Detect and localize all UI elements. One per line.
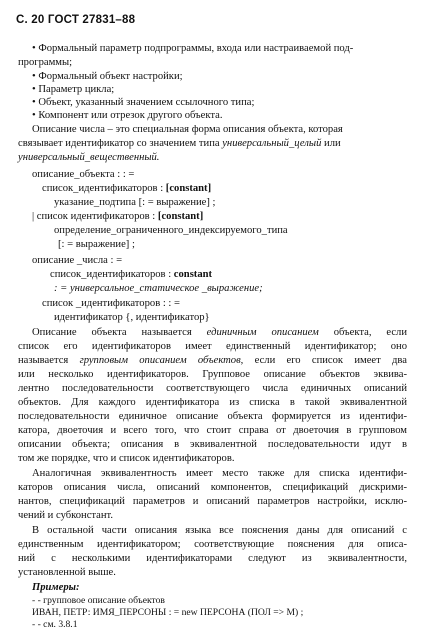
text-line: программы;: [18, 57, 73, 68]
syntax-line: идентификатор {, идентификатор}: [54, 312, 210, 323]
text-span: называется: [18, 355, 69, 366]
text-line: объектов. Для каждого идентификатора из списка в такой эквивалентной: [18, 397, 407, 408]
code-comment: - - групповое описание объектов: [32, 595, 165, 606]
text-line: • Объект, указанный значением ссылочного типа;: [32, 97, 255, 108]
syntax-line: [: = выражение] ;: [58, 239, 135, 250]
text-line: [18, 354, 407, 367]
syntax-line: : = универсальное_статическое _выражение;: [54, 283, 263, 294]
text-span: | список идентификаторов :: [32, 211, 156, 222]
text-span: Описание объекта называется: [32, 327, 192, 338]
text-line: описании объекта; описания в эквивалентной последовательности идут в: [18, 439, 407, 450]
text-line: список его идентификаторов имеет единственный идентификатор; оно: [18, 341, 407, 352]
emphasis-span: групповым описанием объектов,: [79, 355, 244, 366]
text-span: объекта, если: [333, 327, 408, 338]
examples-heading: Примеры:: [32, 582, 80, 593]
keyword-span: [constant]: [157, 211, 204, 222]
emphasis-span: универсальный_целый: [222, 138, 322, 149]
text-line: том же порядке, что и список идентификаторов.: [18, 453, 235, 464]
text-line: [18, 137, 341, 150]
text-span: список_идентификаторов :: [50, 269, 172, 280]
text-line: единственным идентификатором; соответствующие пояснения для описа-: [18, 539, 407, 550]
code-line: ИВАН, ПЕТР: ИМЯ_ПЕРСОНЫ : = new ПЕРСОНА (ПОЛ => М) ;: [32, 607, 304, 618]
text-line: • Формальный объект настройки;: [32, 71, 183, 82]
code-comment: - - см. 3.8.1: [32, 619, 78, 630]
text-line: • Параметр цикла;: [32, 84, 115, 95]
text-line: катора, двоеточия и всего того, что стоит справа от двоеточия в групповом: [18, 425, 407, 436]
syntax-line: определение_ограниченного_индексируемого_типа: [54, 225, 288, 236]
text-line: [32, 326, 407, 339]
emphasis-span: единичным описанием: [206, 327, 319, 338]
text-line: универсальный_вещественный.: [18, 152, 160, 163]
syntax-line: [50, 268, 212, 281]
text-line: последовательности единичное описание объекта формируется из идентифи-: [18, 411, 407, 422]
text-line: • Компонент или отрезок другого объекта.: [32, 110, 223, 121]
text-line: Аналогичная эквивалентность имеет место также для списка идентифи-: [32, 468, 407, 479]
syntax-line: [32, 210, 203, 223]
text-line: чений и субконстант.: [18, 510, 114, 521]
text-span: связывает идентификатор со значением типа: [18, 138, 220, 149]
text-line: или несколько идентификаторов. Групповое описание объектов эквива-: [18, 369, 407, 380]
syntax-line: [42, 182, 211, 195]
text-span: список_идентификаторов :: [42, 183, 164, 194]
text-line: установленной выше.: [18, 567, 116, 578]
text-line: лентно последовательности соответствующего числа единичных описаний: [18, 383, 407, 394]
text-line: ний с несколькими идентификаторами следуют из эквивалентности,: [18, 553, 407, 564]
text-span: или: [324, 138, 341, 149]
page-header: С. 20 ГОСТ 27831–88: [16, 14, 136, 26]
text-span: если его список имеет два: [254, 355, 407, 366]
text-line: Описание числа – это специальная форма описания объекта, которая: [32, 124, 343, 135]
text-line: В остальной части описания языка все пояснения даны для описаний с: [32, 525, 407, 536]
syntax-line: список _идентификаторов : : =: [42, 298, 180, 309]
text-line: • Формальный параметр подпрограммы, входа или настраиваемой под-: [32, 43, 354, 54]
text-line: каторов описания числа, описаний компонентов, спецификаций дискрими-: [18, 482, 407, 493]
syntax-line: описание_объекта : : =: [32, 169, 135, 180]
text-line: нантов, спецификаций параметров и описаний параметров настройки, исклю-: [18, 496, 407, 507]
syntax-line: описание _числа : =: [32, 255, 123, 266]
keyword-span: [constant]: [165, 183, 212, 194]
keyword-span: constant: [173, 269, 213, 280]
syntax-line: указание_подтипа [: = выражение] ;: [54, 197, 216, 208]
